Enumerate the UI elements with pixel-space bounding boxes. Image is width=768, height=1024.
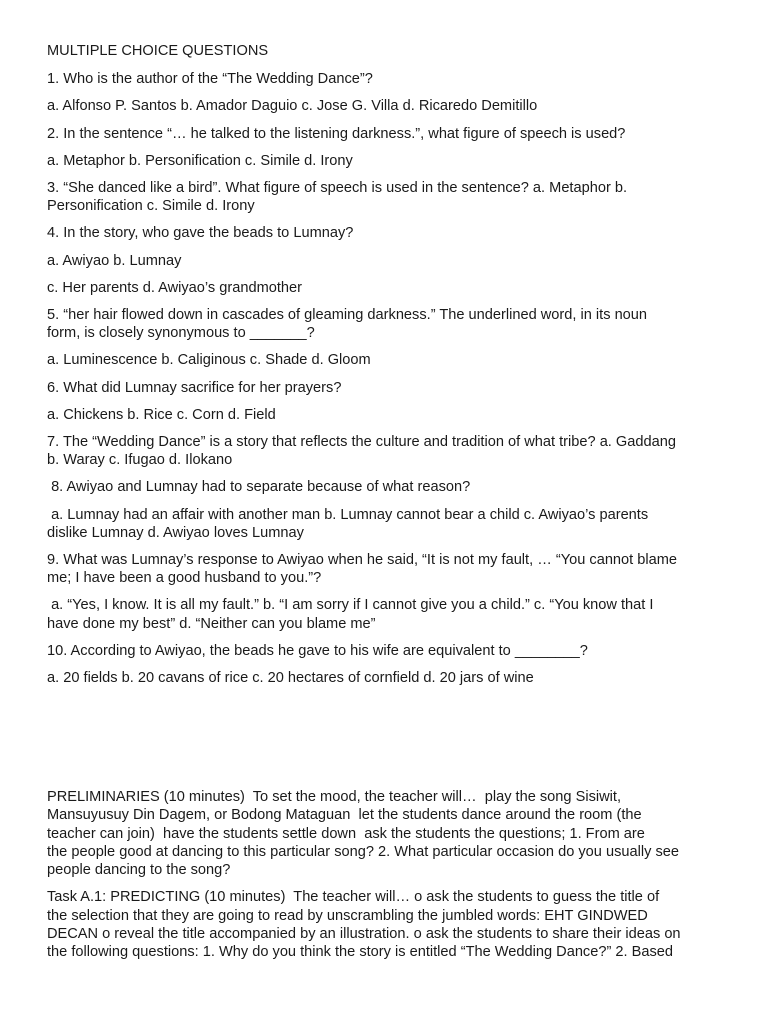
question-4-choices-cd: c. Her parents d. Awiyao’s grandmother: [47, 279, 302, 296]
question-7: 7. The “Wedding Dance” is a story that reflects the culture and tradition of what tribe? a. Gaddang b. Waray c. Ifugao d. Ilokano: [47, 434, 676, 469]
preliminaries-paragraph: PRELIMINARIES (10 minutes) To set the mood, the teacher will… play the song Sisiwit, Mansuyusuy Din Dagem, or Bodong Mataguan let the students dance around the room (the teacher can join) have the students settle down ask the students the questions; 1. From are the people good at dancing to this particular song? 2. What particular occasion do you usually see people dancing to the song?: [47, 789, 679, 879]
question-10-choices: a. 20 fields b. 20 cavans of rice c. 20 hectares of cornfield d. 20 jars of wine: [47, 670, 534, 687]
question-9: 9. What was Lumnay’s response to Awiyao when he said, “It is not my fault, … “You cannot blame me; I have been a good husband to you.”?: [47, 552, 678, 587]
question-1-choices: a. Alfonso P. Santos b. Amador Daguio c. Jose G. Villa d. Ricaredo Demitillo: [47, 98, 538, 115]
document-page: [47, 42, 727, 970]
question-5: 5. “her hair flowed down in cascades of gleaming darkness.” The underlined word, in its noun form, is closely synonymous to _______?: [47, 307, 648, 342]
question-9-choices: a. “Yes, I know. It is all my fault.” b. “I am sorry if I cannot give you a child.” c. “You know that I have done my best” d. “Neither can you blame me”: [47, 597, 654, 632]
question-3: 3. “She danced like a bird”. What figure of speech is used in the sentence? a. Metaphor b. Personification c. Simile d. Irony: [47, 180, 628, 215]
question-6: 6. What did Lumnay sacrifice for her prayers?: [47, 379, 342, 396]
question-2-choices: a. Metaphor b. Personification c. Simile d. Irony: [47, 152, 353, 169]
question-2: 2. In the sentence “… he talked to the listening darkness.”, what figure of speech is used?: [47, 125, 626, 142]
section-heading: MULTIPLE CHOICE QUESTIONS: [47, 43, 269, 59]
question-5-choices: a. Luminescence b. Caliginous c. Shade d. Gloom: [47, 352, 371, 369]
question-1: 1. Who is the author of the “The Wedding Dance”?: [47, 71, 373, 88]
blank-gap: [47, 696, 727, 788]
question-6-choices: a. Chickens b. Rice c. Corn d. Field: [47, 406, 276, 423]
question-8-choices: a. Lumnay had an affair with another man b. Lumnay cannot bear a child c. Awiyao’s parents dislike Lumnay d. Awiyao loves Lumnay: [47, 506, 649, 541]
task-a1-paragraph: Task A.1: PREDICTING (10 minutes) The teacher will… o ask the students to guess the title of the selection that they are going to read by unscrambling the jumbled words: EHT GINDWED DECAN o reveal the title accompanied by an illustration. o ask the students to share their ideas on the following questions: 1. Why do you think the story is entitled “The Wedding Dance?” 2. Based: [47, 889, 681, 960]
question-8: 8. Awiyao and Lumnay had to separate because of what reason?: [47, 479, 471, 496]
question-10: 10. According to Awiyao, the beads he gave to his wife are equivalent to ________?: [47, 642, 588, 659]
question-4-choices-ab: a. Awiyao b. Lumnay: [47, 252, 182, 269]
question-4: 4. In the story, who gave the beads to Lumnay?: [47, 225, 354, 242]
